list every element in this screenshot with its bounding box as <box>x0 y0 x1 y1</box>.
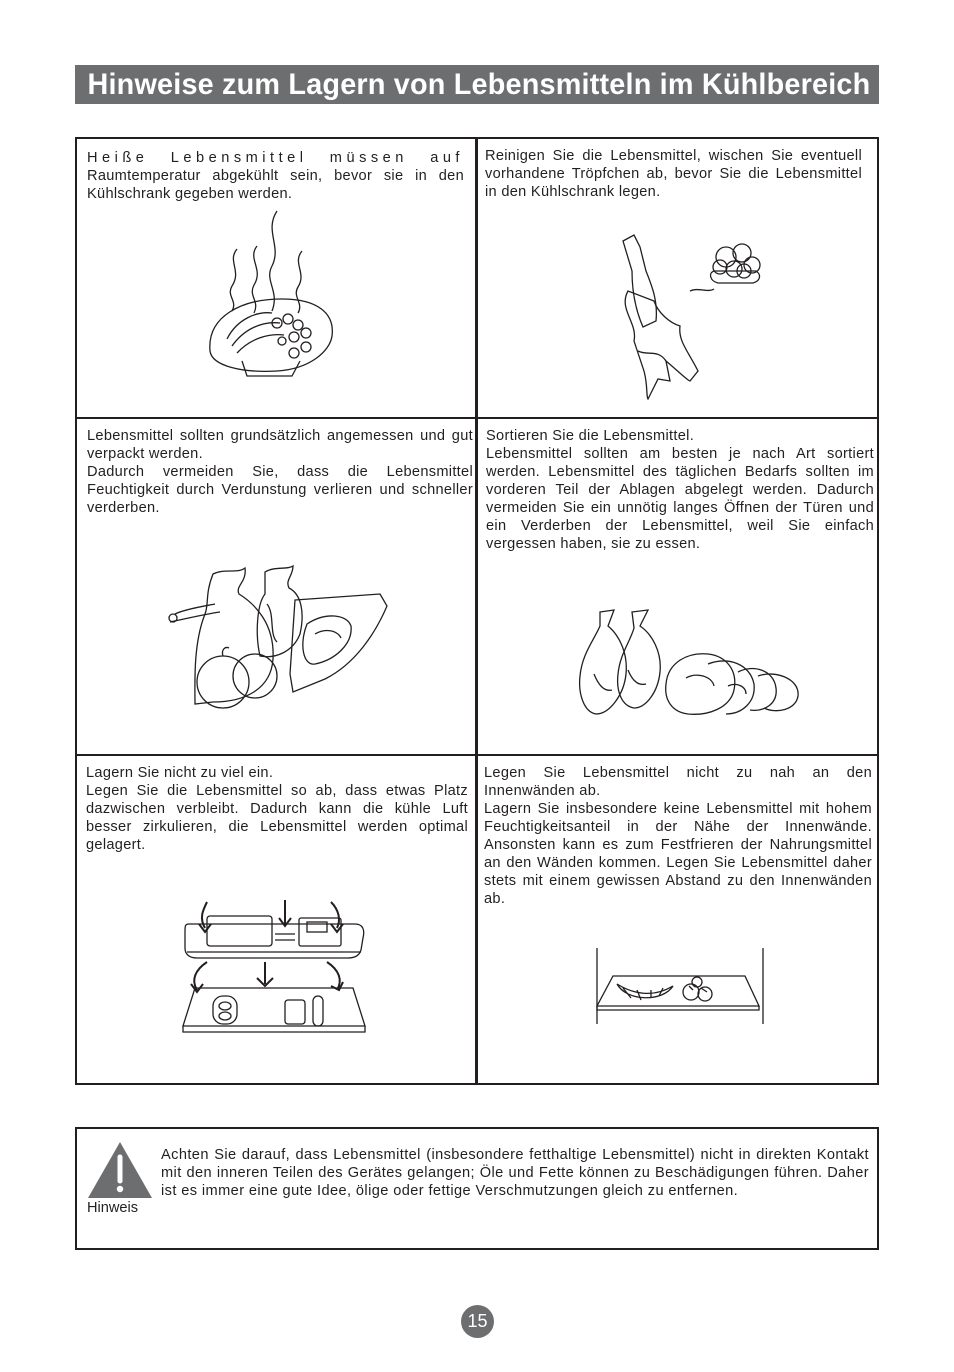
wrapped-food-icon <box>165 564 390 714</box>
title-bar <box>75 65 879 104</box>
meat-sorting-icon <box>578 604 808 724</box>
tip-text: Raumtemperatur abgekühlt sein, bevor sie in den Kühlschrank gegeben werden. <box>87 168 464 202</box>
tip-text: Sortieren Sie die Lebensmittel. <box>486 428 695 444</box>
page-number: 15 <box>461 1305 494 1338</box>
warning-triangle-icon <box>85 1139 155 1201</box>
tip-text: Lebensmittel sollten am besten je nach Art sortiert werden. Lebensmittel des täglichen Bedarfs sollten im vorderen Teil der Ablagen abgelegt werden. Dadurch vermeiden Sie ein unnötig langes Öffnen der Türen und ein Verderben der Lebensmittel, weil Sie einfach vergessen haben, sie zu essen. <box>486 446 874 552</box>
shelf-wall-icon <box>593 946 773 1026</box>
tip-cell-hot-food <box>77 139 475 417</box>
hint-text: Achten Sie darauf, dass Lebensmittel (insbesondere fetthaltige Lebensmittel) nicht in direkten Kontakt mit den inneren Teilen des Gerätes gelangen; Öle und Fette können zu Beschädigungen führen. Daher ist es immer eine gute Idee, ölige oder fettige Verschmutzungen gleich zu entfernen. <box>161 1147 869 1199</box>
tip-cell-pack-food <box>77 419 475 754</box>
tip-text: Lebensmittel sollten grundsätzlich angemessen und gut verpackt werden. <box>87 428 473 462</box>
bottle-cloth-icon <box>618 231 768 403</box>
tips-grid <box>75 137 879 1085</box>
tip-cell-dont-overload <box>77 756 475 1083</box>
air-circulation-icon <box>177 896 372 1046</box>
tip-text: Legen Sie die Lebensmittel so ab, dass etwas Platz dazwischen verbleibt. Dadurch kann die kühle Luft besser zirkulieren, die Lebensmittel werden optimal gelagert. <box>86 783 468 853</box>
tip-text: Reinigen Sie die Lebensmittel, wischen Sie eventuell vorhandene Tröpfchen ab, bevor Sie die Lebensmittel in den Kühlschrank legen. <box>485 148 862 200</box>
tip-text: Lagern Sie nicht zu viel ein. <box>86 765 274 781</box>
tip-cell-wall-distance <box>478 756 877 1083</box>
tip-text: Dadurch vermeiden Sie, dass die Lebensmittel Feuchtigkeit durch Verdunstung verlieren und schneller verderben. <box>87 464 473 516</box>
tip-text: Lagern Sie insbesondere keine Lebensmittel mit hohem Feuchtigkeitsanteil in der Nähe der Innenwände. Ansonsten kann es zum Festfrieren der Nahrungsmittel an den Wänden kommen. Legen Sie Lebensmittel daher stets mit einem gewissen Abstand zu den Innenwänden ab. <box>484 801 872 907</box>
tip-text: Heiße Lebensmittel müssen auf <box>87 150 464 166</box>
hint-label: Hinweis <box>87 1200 139 1216</box>
hint-box <box>75 1127 879 1250</box>
hot-food-bowl-icon <box>202 201 342 411</box>
tip-cell-clean-food <box>478 139 877 417</box>
tip-cell-sort-food <box>478 419 877 754</box>
page-title: Hinweise zum Lagern von Lebensmitteln im Kühlbereich <box>87 68 871 101</box>
tip-text: Legen Sie Lebensmittel nicht zu nah an den Innenwänden ab. <box>484 765 872 799</box>
